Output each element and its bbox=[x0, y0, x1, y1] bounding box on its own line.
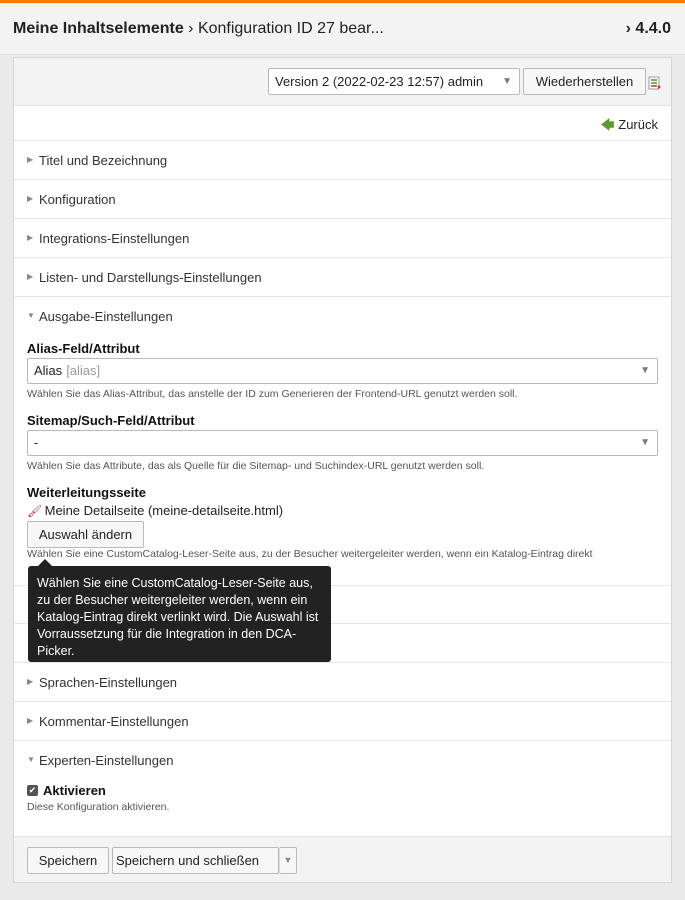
help-tooltip bbox=[28, 566, 331, 662]
triangle-right-icon: ▶ bbox=[27, 194, 34, 203]
save-options-dropdown[interactable] bbox=[279, 847, 297, 874]
arrow-left-icon: 🡄 bbox=[600, 117, 615, 132]
tooltip-arrow bbox=[38, 559, 52, 566]
redirect-page bbox=[27, 503, 283, 518]
legend-list-display[interactable] bbox=[14, 258, 671, 297]
sitemap-select-value: - bbox=[34, 435, 39, 450]
legend-integration[interactable] bbox=[14, 219, 671, 258]
triangle-down-icon: ▼ bbox=[27, 755, 35, 764]
version-select[interactable] bbox=[268, 68, 520, 95]
legend-label: Experten-Einstellungen bbox=[39, 753, 174, 768]
legend-label: Kommentar-Einstellungen bbox=[39, 714, 189, 729]
alias-select-hint: [alias] bbox=[66, 363, 101, 378]
legend-label: Titel und Bezeichnung bbox=[39, 153, 168, 168]
version-bar bbox=[14, 58, 671, 106]
activate-label[interactable]: Aktivieren bbox=[43, 783, 106, 798]
legend-label: Integrations-Einstellungen bbox=[39, 231, 190, 246]
back-row bbox=[14, 106, 671, 141]
change-selection-button[interactable]: Auswahl ändern bbox=[27, 521, 144, 548]
chevron-down-icon: ▼ bbox=[283, 855, 293, 865]
legend-output[interactable] bbox=[14, 297, 671, 336]
alias-select-value: Alias bbox=[34, 363, 63, 378]
legend-languages[interactable] bbox=[14, 663, 671, 702]
legend-comments[interactable] bbox=[14, 702, 671, 741]
version-label: › 4.4.0 bbox=[625, 20, 671, 37]
save-button[interactable]: Speichern bbox=[27, 847, 109, 874]
breadcrumb-current: › Konfiguration ID 27 bear... bbox=[183, 20, 384, 37]
triangle-right-icon: ▶ bbox=[27, 677, 34, 686]
legend-label: Sprachen-Einstellungen bbox=[39, 675, 178, 690]
sitemap-help: Wählen Sie das Attribute, das als Quelle für die Sitemap- und Suchindex-URL genutzt werden soll. bbox=[27, 460, 485, 472]
breadcrumb-module[interactable]: Meine Inhaltselemente bbox=[13, 20, 184, 37]
triangle-right-icon: ▶ bbox=[27, 272, 34, 281]
tooltip-text: Wählen Sie eine CustomCatalog-Leser-Seite aus, zu der Besucher weitergeleiter werden, wenn ein Katalog-Eintrag direkt verlinkt wird. Die Auswahl ist Vorraussetzung für die Integration in den DCA-Picker. bbox=[37, 576, 319, 658]
restore-button[interactable]: Wiederherstellen bbox=[523, 68, 646, 95]
activate-checkbox[interactable]: ✔ bbox=[28, 785, 37, 795]
legend-title[interactable] bbox=[14, 141, 671, 180]
chevron-down-icon: ▼ bbox=[640, 365, 650, 376]
version-select-value: Version 2 (2022-02-23 12:57) admin bbox=[275, 74, 484, 89]
triangle-down-icon: ▼ bbox=[27, 311, 35, 320]
page-header bbox=[0, 3, 685, 55]
legend-config[interactable] bbox=[14, 180, 671, 219]
chevron-down-icon: ▼ bbox=[502, 76, 512, 87]
back-link[interactable] bbox=[601, 116, 658, 138]
sitemap-field-label: Sitemap/Such-Feld/Attribut bbox=[27, 413, 195, 428]
redirect-help: Wählen Sie eine CustomCatalog-Leser-Seite aus, zu der Besucher weitergeleiter werden, wenn ein Katalog-Eintrag direkt bbox=[27, 548, 593, 560]
sitemap-select[interactable] bbox=[27, 430, 658, 456]
triangle-right-icon: ▶ bbox=[27, 716, 34, 725]
save-close-button[interactable]: Speichern und schließen bbox=[112, 847, 279, 874]
page-title bbox=[13, 20, 384, 38]
activate-help: Diese Konfiguration aktivieren. bbox=[27, 801, 170, 813]
save-bar bbox=[14, 836, 671, 882]
alias-field-label: Alias-Feld/Attribut bbox=[27, 341, 140, 356]
legend-label: Konfiguration bbox=[39, 192, 116, 207]
chevron-down-icon: ▼ bbox=[640, 437, 650, 448]
triangle-right-icon: ▶ bbox=[27, 155, 34, 164]
page-icon: 🖌 bbox=[27, 504, 43, 518]
legend-label: Listen- und Darstellungs-Einstellungen bbox=[39, 270, 262, 285]
legend-label: Ausgabe-Einstellungen bbox=[39, 309, 173, 324]
redirect-field-label: Weiterleitungsseite bbox=[27, 485, 146, 500]
alias-select[interactable] bbox=[27, 358, 658, 384]
back-label: Zurück bbox=[618, 117, 658, 132]
edit-panel bbox=[13, 57, 672, 883]
legend-expert[interactable] bbox=[14, 741, 671, 780]
alias-help: Wählen Sie das Alias-Attribut, das anstelle der ID zum Generieren der Frontend-URL genutzt werden soll. bbox=[27, 388, 518, 400]
redirect-page-name: Meine Detailseite (meine-detailseite.html) bbox=[44, 503, 284, 518]
triangle-right-icon: ▶ bbox=[27, 233, 34, 242]
diff-icon[interactable] bbox=[648, 76, 662, 90]
